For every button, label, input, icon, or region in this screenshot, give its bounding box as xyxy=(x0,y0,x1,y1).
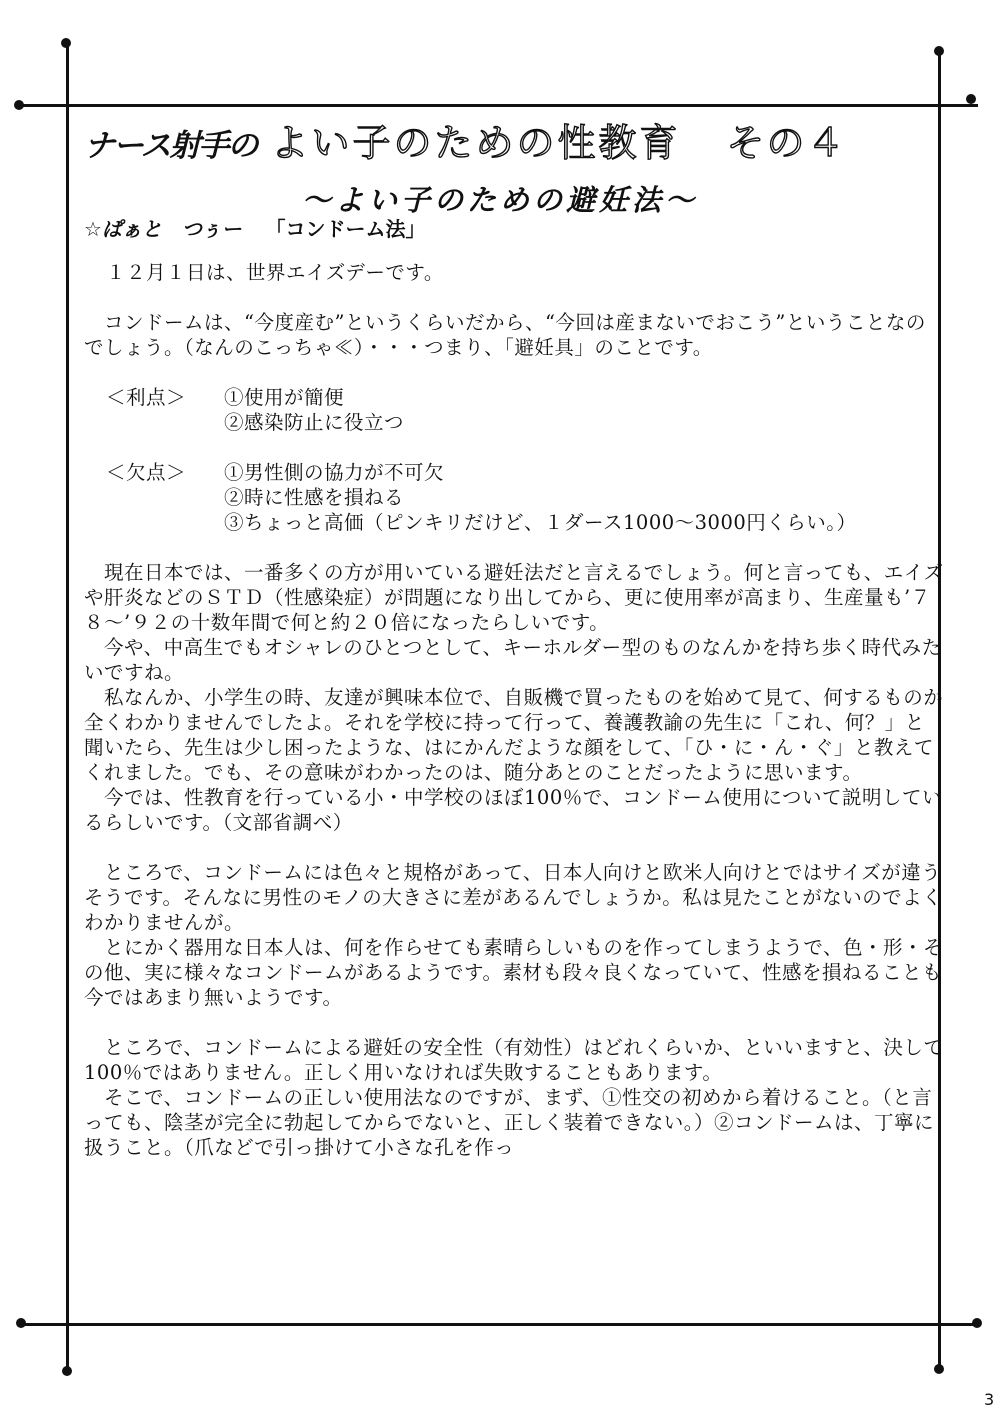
list-item: ①男性側の協力が不可欠 xyxy=(224,461,445,484)
paragraph: コンドームは、“今度産む”というくらいだから、“今回は産まないでおこう”ということなのでしょう。（なんのこっちゃ≪）・・・つまり、「避妊具」のことです。 xyxy=(84,311,926,359)
frame-corner-dot xyxy=(934,46,944,56)
frame-corner-dot xyxy=(966,94,976,104)
article-body xyxy=(84,260,944,1160)
frame-corner-dot xyxy=(16,1318,26,1328)
frame-corner-dot xyxy=(61,38,71,48)
paragraph: ところで、コンドームによる避妊の安全性（有効性）はどれくらいか、といいますと、決して100％ではありません。正しく用いなければ失敗することもあります。 xyxy=(84,1036,944,1084)
frame-corner-dot xyxy=(14,100,24,110)
frame-top-line xyxy=(18,104,978,107)
frame-left-line xyxy=(66,44,69,1374)
paragraph: 今では、性教育を行っている小・中学校のほぼ100％で、コンドーム使用について説明しているらしいです。（文部省調べ） xyxy=(84,786,942,834)
frame-corner-dot xyxy=(972,1318,982,1328)
list-item: ③ちょっと高価（ピンキリだけど、１ダース1000〜3000円くらい。） xyxy=(224,511,857,534)
page-number: 3 xyxy=(984,1390,995,1409)
frame-corner-dot xyxy=(62,1366,72,1376)
part-label-name: 「コンドーム法」 xyxy=(265,217,426,241)
paragraph: 今や、中高生でもオシャレのひとつとして、キーホルダー型のものなんかを持ち歩く時代みたいですね。 xyxy=(84,636,942,684)
paragraph: とにかく器用な日本人は、何を作らせても素晴らしいものを作ってしまうようで、色・形・その他、実に様々なコンドームがあるようです。素材も段々良くなっていて、性感を損ねることも今ではあまり無いようです。 xyxy=(84,936,944,1009)
list-item: ②感染防止に役立つ xyxy=(224,411,405,434)
frame-corner-dot xyxy=(934,1364,944,1374)
part-label-heading: ☆ぱぁと つぅー xyxy=(84,217,242,241)
title-part-number: その４ xyxy=(726,121,847,165)
paragraph: 私なんか、小学生の時、友達が興味本位で、自販機で買ったものを始めて見て、何するものか全くわかりませんでしたよ。それを学校に持って行って、養護教諭の先生に「これ、何？」と聞いたら、先生は少し困ったような、はにかんだような顔をして、「ひ・に・ん・ぐ」と教えてくれました。でも、その意味がわかったのは、随分あとのことだったように思います。 xyxy=(84,686,944,784)
frame-bottom-line xyxy=(22,1323,980,1326)
paragraph: そこで、コンドームの正しい使用法なのですが、まず、①性交の初めから着けること。（と言っても、陰茎が完全に勃起してからでないと、正しく装着できない。）②コンドームは、丁寧に扱うこと。（爪などで引っ掛けて小さな孔を作っ xyxy=(84,1086,935,1159)
disadvantages-list xyxy=(84,460,944,535)
paragraph: 現在日本では、一番多くの方が用いている避妊法だと言えるでしょう。何と言っても、エイズや肝炎などのＳＴＤ（性感染症）が問題になり出してから、更に使用率が高まり、生産量も’７８〜’９２の十数年間で何と約２０倍になったらしいです。 xyxy=(84,561,944,634)
advantages-label: ＜利点＞ xyxy=(106,386,187,409)
advantages-list xyxy=(84,385,944,435)
intro-paragraph: １２月１日は、世界エイズデーです。 xyxy=(106,261,444,284)
page-title xyxy=(84,112,944,172)
subtitle: 〜よい子のための避妊法〜 xyxy=(301,183,698,217)
title-prefix: ナース射手の xyxy=(84,128,257,164)
disadvantages-label: ＜欠点＞ xyxy=(106,461,187,484)
title-main: よい子のための性教育 xyxy=(270,121,681,165)
paragraph: ところで、コンドームには色々と規格があって、日本人向けと欧米人向けとではサイズが違うそうです。そんなに男性のモノの大きさに差があるんでしょうか。私は見たことがないのでよくわかりませんが。 xyxy=(84,861,943,934)
list-item: ①使用が簡便 xyxy=(224,386,345,409)
part-label xyxy=(84,213,426,242)
list-item: ②時に性感を損ねる xyxy=(224,486,405,509)
